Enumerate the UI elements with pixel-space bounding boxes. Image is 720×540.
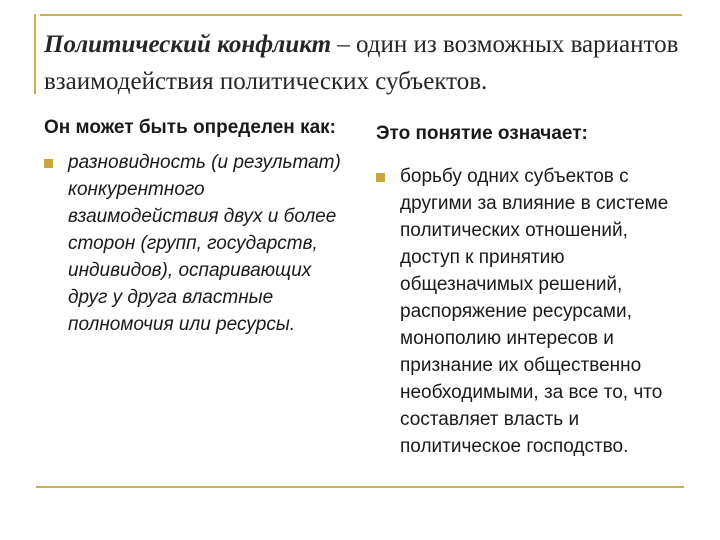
left-list-item	[44, 149, 354, 338]
left-item-text: разновидность (и результат) конкурентного взаимодействия двух и более сторон (групп, государств, индивидов), оспаривающих друг у друга властные полномочия или ресурсы.	[68, 152, 341, 335]
right-item-text: борьбу одних субъектов с другими за влияние в системе политических отношений, доступ к принятию общезначимых решений, распоряжение ресурсами, монополию интересов и признание их общественно необходимыми, за все то, что составляет власть и политическое господство.	[400, 166, 669, 457]
title-term: Политический конфликт	[44, 31, 332, 58]
left-divider-line	[34, 14, 36, 94]
title-dash: –	[331, 31, 357, 58]
top-divider-line	[40, 14, 682, 16]
slide-title	[44, 26, 684, 100]
square-bullet-icon	[376, 173, 385, 182]
right-intro: Это понятие означает:	[376, 123, 588, 144]
right-list-item	[376, 163, 692, 460]
title-definition: один из возможных вариантов взаимодействия политических субъектов.	[44, 31, 679, 95]
square-bullet-icon	[44, 159, 53, 168]
left-column	[44, 114, 354, 338]
bottom-divider-line	[36, 486, 684, 488]
right-column	[376, 120, 692, 460]
left-intro: Он может быть определен как:	[44, 117, 336, 138]
